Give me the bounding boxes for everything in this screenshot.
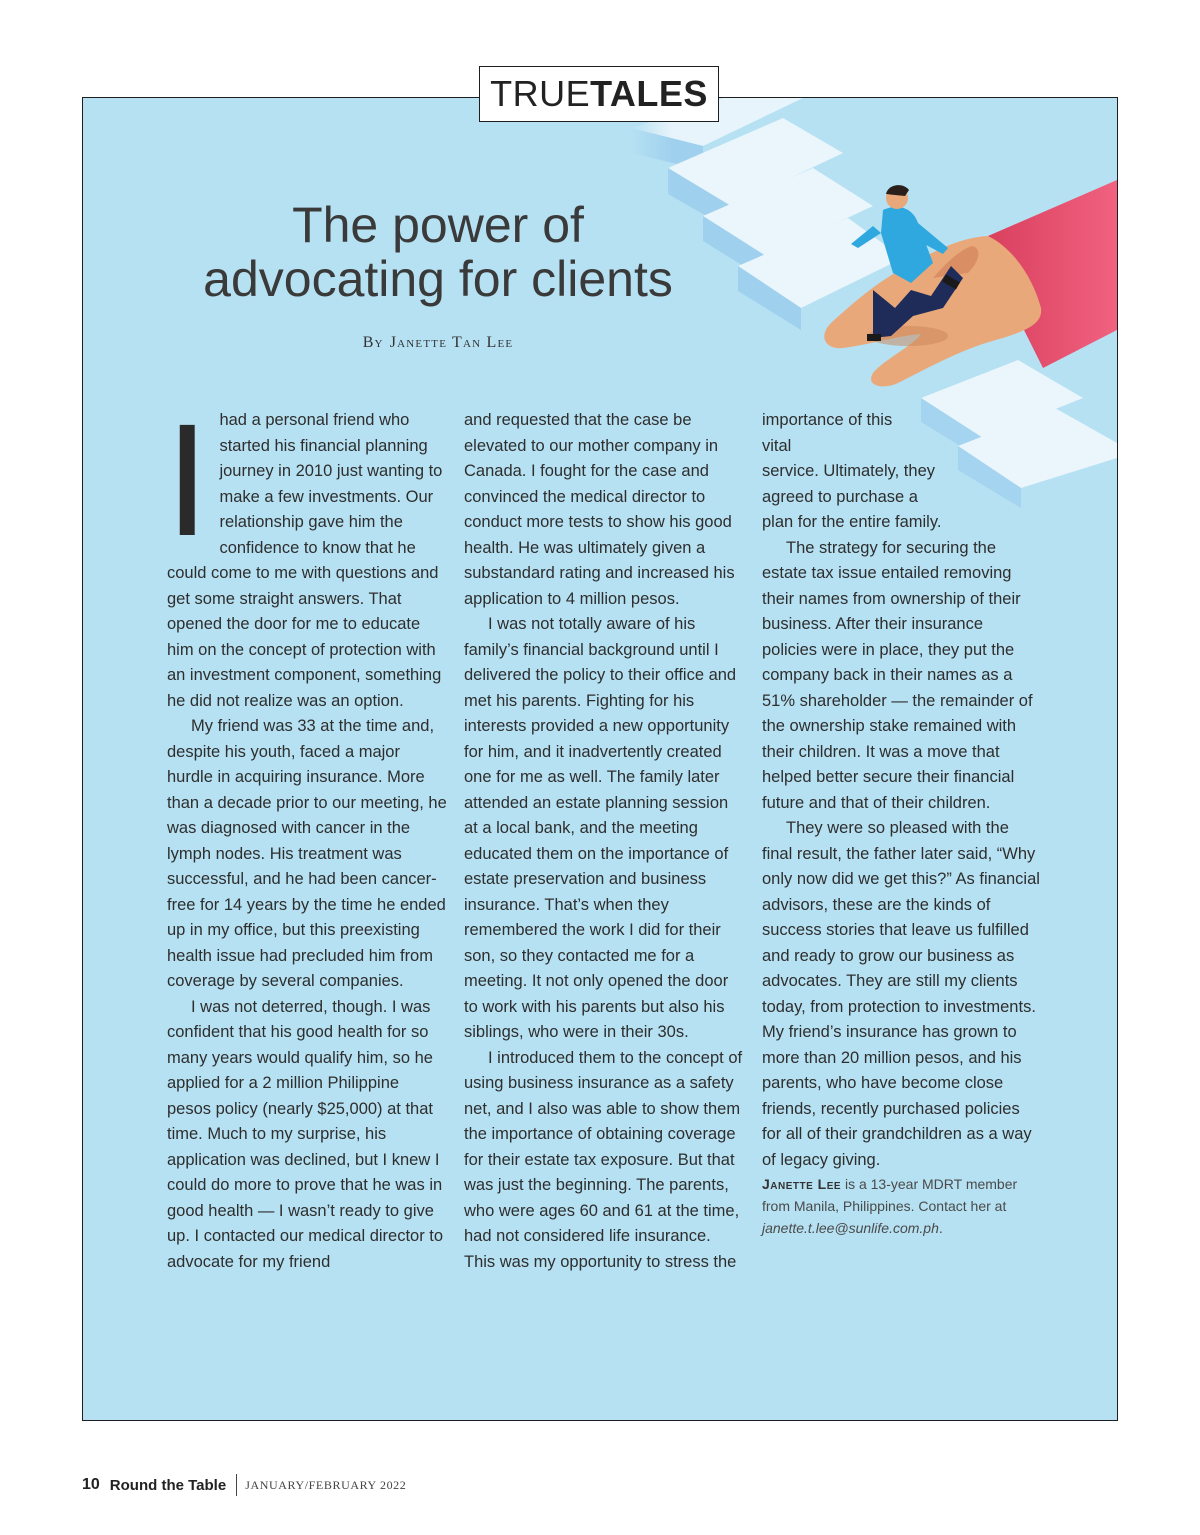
page-footer (82, 1474, 406, 1496)
paragraph-text: had a personal friend who started his financial planning journey in 2010 just wanting to make a few investments. Our relationship gave him the confidence to know that he could come to me with questions and get some straight answers. That opened the door for me to educate him on the concept of protection with an investment component, something he did not realize was an option. (167, 411, 443, 710)
magazine-name: Round the Table (109, 1476, 227, 1494)
paragraph (165, 390, 447, 714)
author-bio (762, 1173, 1042, 1239)
column-1 (165, 390, 447, 1275)
paragraph: I introduced them to the concept of using business insurance as a safety net, and I also was able to show them the importance of obtaining coverage for their estate tax exposure. But that was just the beginning. The parents, who were ages 60 and 61 at the time, had not considered life insurance. This was my opportunity to stress the (464, 1048, 743, 1271)
title-line-1: The power of (292, 197, 584, 253)
paragraph: My friend was 33 at the time and, despite his youth, faced a major hurdle in acquiring insurance. More than a decade prior to our meeting, he was diagnosed with cancer in the lymph nodes. His treatment was successful, and he had been cancer-free for 14 years by the time he ended up in my office, but this preexisting health issue had precluded him from coverage by several companies. (167, 717, 447, 990)
section-badge (479, 66, 719, 122)
paragraph: importance of this vital (762, 411, 893, 455)
byline (253, 334, 623, 352)
paragraph: I was not totally aware of his family’s financial background until I delivered the policy to their office and met his parents. Fighting for his interests provided a new opportunity for him, and it inadvertently created one for me as well. The family later attended an estate planning session at a local bank, and the meeting educated them on the importance of estate preservation and business insurance. That’s when they remembered the work I did for their son, so they contacted me for a meeting. It not only opened the door to work with his parents but also his siblings, who were in their 30s. (464, 615, 737, 1041)
issue-date: JANUARY/FEBRUARY 2022 (245, 1477, 407, 1492)
bio-email[interactable]: janette.t.lee@sunlife.com.ph (762, 1220, 939, 1236)
byline-prefix: By (362, 334, 384, 351)
article-panel (82, 97, 1118, 1421)
paragraph: I was not deterred, though. I was confident that his good health for so many years would qualify him, so he applied for a 2 million Philippine pesos policy (nearly $25,000) at that time. Much to my surprise, his application was declined, but I knew I could do more to prove that he was in good health — I wasn’t ready to give up. I contacted our medical director to advocate for my friend (167, 997, 444, 1271)
page-number: 10 (82, 1476, 100, 1493)
badge-true: TRUE (490, 73, 591, 114)
title-line-2: advocating for clients (203, 251, 673, 307)
paragraph: and requested that the case be elevated to our mother company in Canada. I fought for the case and convinced the medical director to conduct more tests to show his good health. He was ultimately given a substandard rating and increased his application to 4 million pesos. (464, 411, 735, 608)
bio-text: is a 13-year MDRT member from Manila, Philippines. Contact her at (762, 1176, 1018, 1214)
column-2 (464, 408, 744, 1275)
drop-cap: I (165, 390, 210, 569)
paragraph: service. Ultimately, they agreed to purchase a plan for the entire family. (762, 462, 942, 531)
paragraph: The strategy for securing the estate tax issue entailed removing their names from ownership of their business. After their insurance policies were in place, they put the company back in their names as a 51% shareholder — the remainder of the ownership stake remained with their children. It was a move that helped better secure their financial future and that of their children. (762, 538, 1033, 812)
bio-name: Janette Lee (762, 1176, 842, 1192)
footer-divider (236, 1474, 237, 1496)
bio-end: . (938, 1220, 943, 1236)
byline-author: Janette Tan Lee (389, 334, 514, 351)
column-3 (762, 408, 1042, 1239)
badge-tales: TALES (590, 73, 708, 114)
paragraph: They were so pleased with the final result, the father later said, “Why only now did we get this?” As financial advisors, these are the kinds of success stories that leave us fulfilled and ready to grow our business as advocates. They are still my clients today, from protection to investments. My friend’s insurance has grown to more than 20 million pesos, and his parents, who have become close friends, recently purchased policies for all of their grandchildren as a way of legacy giving. (762, 819, 1040, 1169)
article-title (143, 198, 733, 306)
